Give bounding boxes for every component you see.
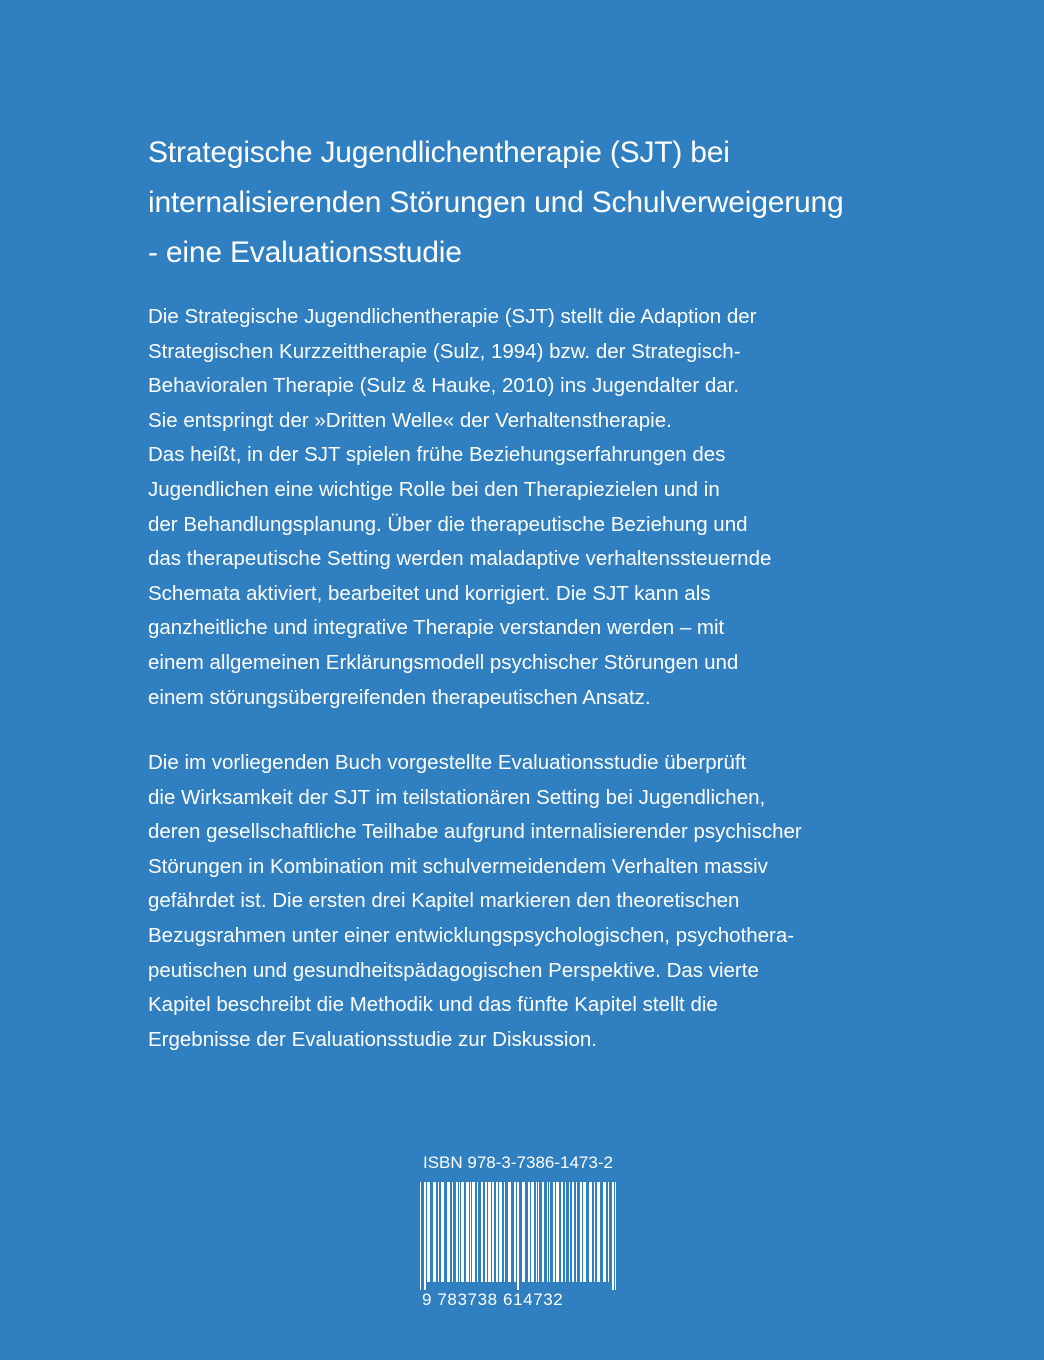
text-line: Das heißt, in der SJT spielen frühe Beziehungserfahrungen des (148, 443, 726, 467)
barcode-bar (542, 1182, 544, 1282)
barcode-bar (522, 1182, 525, 1282)
barcode-bar (492, 1182, 494, 1282)
book-title (148, 128, 928, 278)
text-line: peutischen und gesundheitspädagogischen Perspektive. Das vierte (148, 958, 759, 982)
text-line: einem störungsübergreifenden therapeutischen Ansatz. (148, 685, 651, 709)
barcode-bar (466, 1182, 469, 1282)
barcode-bar (536, 1182, 537, 1282)
title-line: - eine Evaluationsstudie (148, 236, 462, 269)
text-line: das therapeutische Setting werden maladaptive verhaltenssteuernde (148, 547, 772, 571)
barcode-bar (459, 1182, 460, 1282)
text-line: Jugendlichen eine wichtige Rolle bei den Therapiezielen und in (148, 477, 720, 501)
text-line: Sie entspringt der »Dritten Welle« der Verhaltenstherapie. (148, 408, 672, 432)
barcode-bar (424, 1182, 426, 1290)
barcode-bar (456, 1182, 458, 1282)
text-line: Bezugsrahmen unter einer entwicklungspsychologischen, psychothera- (148, 923, 795, 947)
text-line: deren gesellschaftliche Teilhabe aufgrund internalisierender psychischer (148, 820, 802, 844)
text-line: ganzheitliche und integrative Therapie verstanden werden – mit (148, 616, 725, 640)
barcode-bar (549, 1182, 550, 1282)
text-line: der Behandlungsplanung. Über die therapeutische Beziehung und (148, 512, 748, 536)
barcode-bar (433, 1182, 436, 1282)
barcode-bar (594, 1182, 595, 1282)
barcode-bar (488, 1182, 491, 1282)
barcode-bar (427, 1182, 430, 1282)
barcode-bar (481, 1182, 483, 1282)
barcode-bar (508, 1182, 511, 1282)
barcode-bar (569, 1182, 570, 1282)
barcode-bar (499, 1182, 502, 1282)
barcode-bar (583, 1182, 586, 1282)
title-line: internalisierenden Störungen und Schulverweigerung (148, 186, 844, 219)
barcode-bar (514, 1182, 516, 1282)
barcode-bar (438, 1182, 439, 1282)
barcode-bar (461, 1182, 464, 1282)
text-line: Kapitel beschreibt die Methodik und das fünfte Kapitel stellt die (148, 993, 718, 1017)
text-line: gefährdet ist. Die ersten drei Kapitel markieren den theoretischen (148, 889, 740, 913)
barcode-bars (420, 1182, 616, 1290)
barcode-bar (496, 1182, 498, 1282)
text-line: Ergebnisse der Evaluationsstudie zur Diskussion. (148, 1027, 597, 1051)
barcode-bar (517, 1182, 519, 1290)
barcode-bar (531, 1182, 534, 1282)
isbn-label: ISBN 978-3-7386-1473-2 (423, 1153, 613, 1172)
barcode-bar (447, 1182, 450, 1282)
barcode-bar (589, 1182, 592, 1282)
barcode-bar (608, 1182, 609, 1282)
text-line: Störungen in Kombination mit schulvermeidendem Verhalten massiv (148, 854, 768, 878)
barcode-bar (576, 1182, 577, 1282)
title-line: Strategische Jugendlichentherapie (SJT) bei (148, 136, 730, 169)
barcode-bar (547, 1182, 548, 1282)
barcode-digits: 9 783738 614732 (422, 1290, 564, 1309)
barcode-bar (528, 1182, 530, 1282)
barcode-bar (470, 1182, 471, 1282)
barcode-bar (612, 1182, 614, 1290)
text-line: Strategischen Kurzzeittherapie (Sulz, 1994) bzw. der Strategisch- (148, 339, 741, 363)
barcode-bar (485, 1182, 487, 1282)
barcode-bar (565, 1182, 566, 1282)
barcode-bar (477, 1182, 478, 1282)
barcode-bar (615, 1182, 616, 1290)
barcode-bar (420, 1182, 421, 1290)
text-line: Behavioralen Therapie (Sulz & Hauke, 2010) ins Jugendalter dar. (148, 374, 740, 398)
barcode-bar (561, 1182, 563, 1282)
description-paragraph-2 (148, 746, 908, 1057)
text-line: Die im vorliegenden Buch vorgestellte Evaluationsstudie überprüft (148, 751, 747, 774)
barcode (420, 1182, 616, 1312)
barcode-bar (553, 1182, 555, 1282)
barcode-bar (538, 1182, 539, 1282)
barcode-bar (556, 1182, 559, 1282)
barcode-bar (504, 1182, 505, 1282)
barcode-bar (597, 1182, 600, 1282)
barcode-bar (441, 1182, 444, 1282)
barcode-bar (572, 1182, 574, 1282)
description-paragraph-1 (148, 300, 908, 715)
text-line: Schemata aktiviert, bearbeitet und korrigiert. Die SJT kann als (148, 581, 711, 605)
text-line: die Wirksamkeit der SJT im teilstationären Setting bei Jugendlichen, (148, 785, 766, 809)
text-line: Die Strategische Jugendlichentherapie (SJT) stellt die Adaption der (148, 305, 757, 328)
barcode-bar (452, 1182, 453, 1282)
barcode-bar (603, 1182, 606, 1282)
barcode-bar (472, 1182, 475, 1282)
text-line: einem allgemeinen Erklärungsmodell psychischer Störungen und (148, 650, 739, 674)
barcode-bar (580, 1182, 582, 1282)
